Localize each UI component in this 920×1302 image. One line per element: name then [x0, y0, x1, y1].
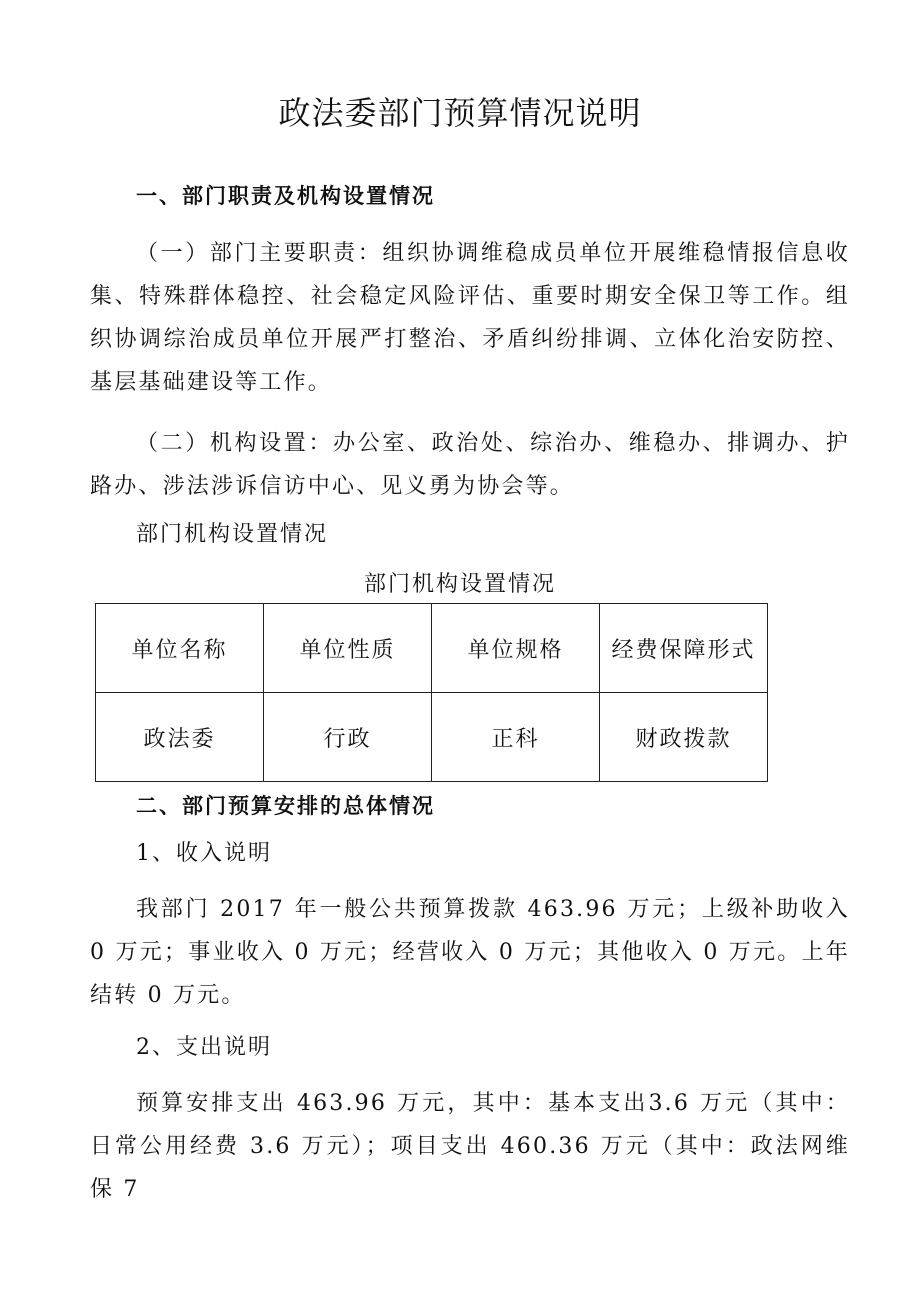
header-unit-level: 单位规格 [432, 604, 600, 693]
income-paragraph: 我部门 2017 年一般公共预算拨款 463.96 万元；上级补助收入 0 万元；事业收入 0 万元；经营收入 0 万元；其他收入 0 万元。上年结转 0 万元。 [90, 897, 850, 1008]
expense-title: 2、支出说明 [136, 1035, 272, 1060]
cell-unit-level: 正科 [432, 693, 600, 782]
header-funding-form: 经费保障形式 [600, 604, 768, 693]
org-structure-label: 部门机构设置情况 [136, 522, 329, 547]
expense-paragraph: 预算安排支出 463.96 万元，其中：基本支出3.6 万元（其中：日常公用经费 3.6 万元）；项目支出 460.36 万元（其中：政法网维保 7 [90, 1091, 850, 1202]
section-1-heading: 一、部门职责及机构设置情况 [136, 184, 435, 208]
table-caption: 部门机构设置情况 [363, 572, 556, 597]
header-unit-name: 单位名称 [96, 604, 264, 693]
income-title: 1、收入说明 [136, 841, 272, 866]
section-2-heading: 二、部门预算安排的总体情况 [136, 794, 435, 818]
cell-unit-name: 政法委 [96, 693, 264, 782]
header-unit-nature: 单位性质 [264, 604, 432, 693]
org-structure-table [95, 603, 768, 782]
cell-funding-form: 财政拨款 [600, 693, 768, 782]
table-row [96, 693, 768, 782]
cell-unit-nature: 行政 [264, 693, 432, 782]
duties-paragraph: （一）部门主要职责：组织协调维稳成员单位开展维稳情报信息收集、特殊群体稳控、社会稳定风险评估、重要时期安全保卫等工作。组织协调综治成员单位开展严打整治、矛盾纠纷排调、立体化治安防控、基层基础建设等工作。 [90, 241, 850, 395]
structure-paragraph: （二）机构设置：办公室、政治处、综治办、维稳办、排调办、护路办、涉法涉诉信访中心、见义勇为协会等。 [90, 431, 850, 499]
table-header-row [96, 604, 768, 693]
page-title: 政法委部门预算情况说明 [278, 94, 642, 132]
